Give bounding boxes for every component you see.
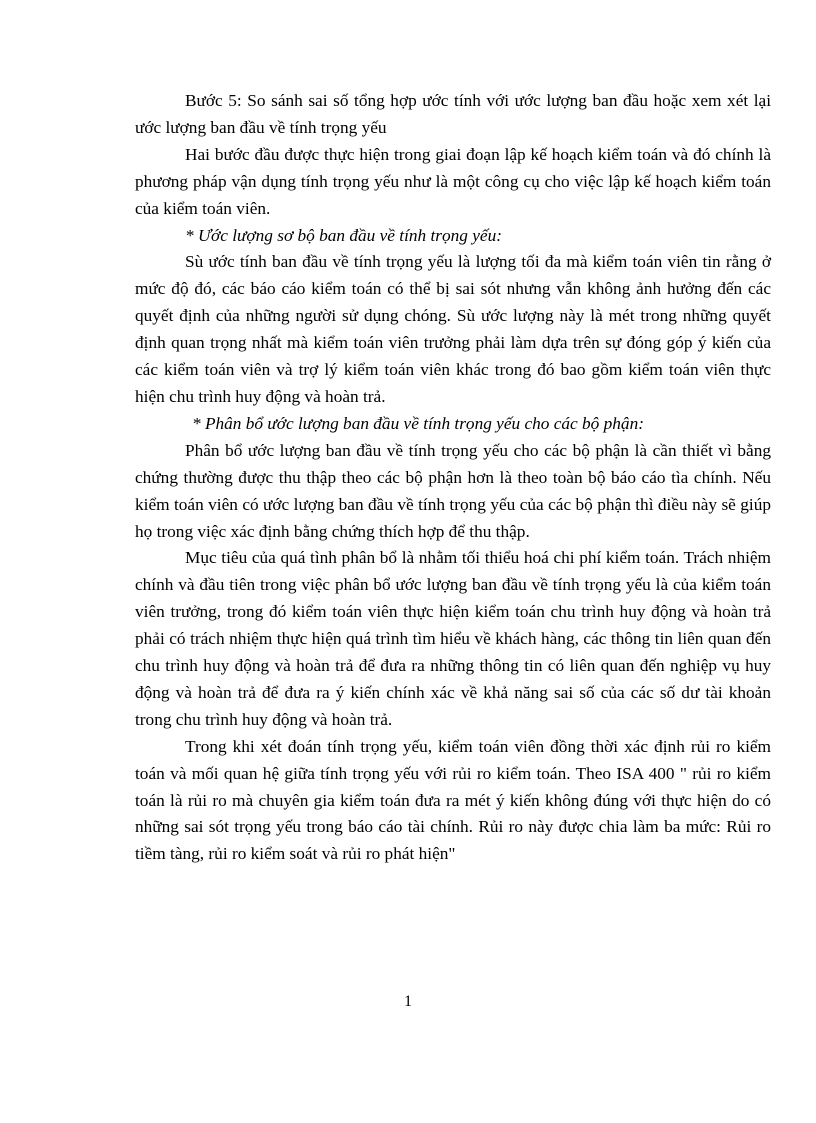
page-number: 1 [404,993,412,1010]
document-page [135,88,771,868]
paragraph-step-5: Bước 5: So sánh sai số tổng hợp ước tính với ước lượng ban đầu hoặc xem xét lại ước lượng ban đầu về tính trọng yếu [135,91,771,137]
paragraph-audit-risk: Trong khi xét đoán tính trọng yếu, kiểm toán viên đồng thời xác định rủi ro kiểm toán và mối quan hệ giữa tính trọng yếu với rủi ro kiểm toán. Theo ISA 400 " rủi ro kiểm toán là rủi ro mà chuyên gia kiểm toán đưa ra mét ý kiến không đúng với thực hiện do có những sai sót trọng yếu trong báo cáo tài chính. Rủi ro này được chia làm ba mức: Rủi ro tiềm tàng, rủi ro kiểm soát và rủi ro phát hiện" [135,736,771,864]
paragraph-preliminary-estimate: Sù ước tính ban đầu về tính trọng yếu là lượng tối đa mà kiểm toán viên tin rằng ở mức độ đó, các báo cáo kiểm toán có thể bị sai sót nhưng vẫn không ảnh hưởng đến các quyết định của những người sử dụng chóng. Sù ước lượng này là mét trong những quyết định quan trọng nhất mà kiểm toán viên trưởng phải làm dựa trên sự đóng góp ý kiến của các kiểm toán viên và trợ lý kiểm toán viên khác trong đó bao gồm kiểm toán viên thực hiện chu trình huy động và hoàn trả. [135,252,771,406]
paragraph-allocation: Phân bổ ước lượng ban đầu về tính trọng yếu cho các bộ phận là cần thiết vì bằng chứng thường được thu thập theo các bộ phận hơn là theo toàn bộ báo cáo tìa chính. Nếu kiểm toán viên có ước lượng ban đầu về tính trọng yếu của các bộ phận thì điều này sẽ giúp họ trong việc xác định bằng chứng thích hợp để thu thập. [135,440,771,541]
paragraph-first-two-steps: Hai bước đầu được thực hiện trong giai đoạn lập kế hoạch kiểm toán và đó chính là phương pháp vận dụng tính trọng yếu như là một công cụ cho việc lập kế hoạch kiểm toán của kiểm toán viên. [135,144,771,218]
heading-allocation: * Phân bổ ước lượng ban đầu về tính trọng yếu cho các bộ phận: [192,413,644,433]
heading-preliminary-estimate: * Ước lượng sơ bộ ban đầu về tính trọng yếu: [185,225,502,245]
paragraph-allocation-objective: Mục tiêu của quá tình phân bổ là nhằm tối thiểu hoá chi phí kiểm toán. Trách nhiệm chính và đầu tiên trong việc phân bổ ước lượng ban đầu về tính trọng yếu là của kiểm toán viên trưởng, trong đó kiểm toán viên thực hiện kiểm toán chu trình huy động và hoàn trả phải có trách nhiệm thực hiện quá trình tìm hiểu về khách hàng, các thông tin liên quan đến chu trình huy động và hoàn trả để đưa ra những thông tin có liên quan đến nghiệp vụ huy động và hoàn trả để đưa ra ý kiến chính xác về khả năng sai số của các số dư tài khoản trong chu trình huy động và hoàn trả. [135,548,771,729]
